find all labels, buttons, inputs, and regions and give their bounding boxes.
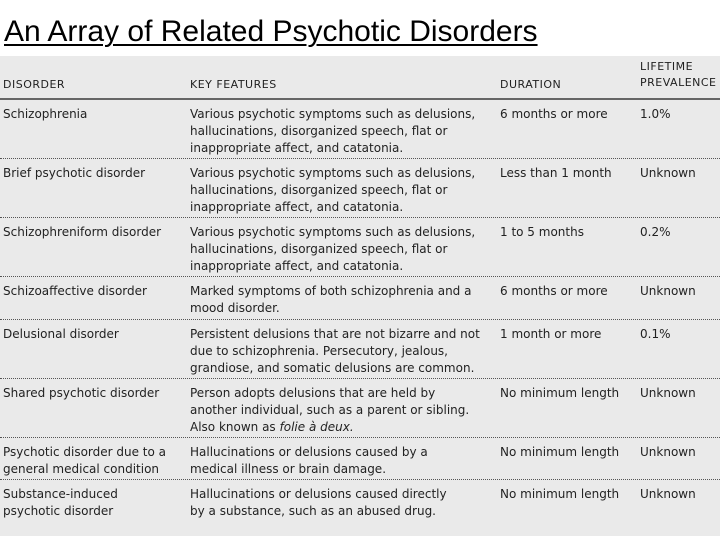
cell-prevalence: Unknown xyxy=(640,166,696,180)
cell-disorder xyxy=(3,486,183,520)
cell-duration: 6 months or more xyxy=(500,284,608,298)
cell-key-features-line: inappropriate affect, and catatonia. xyxy=(190,141,404,155)
cell-key-features-line: Person adopts delusions that are held by xyxy=(190,386,436,400)
cell-duration: 1 month or more xyxy=(500,327,602,341)
cell-duration: No minimum length xyxy=(500,487,620,501)
cell-key-features-line: Hallucinations or delusions caused directly xyxy=(190,487,447,501)
cell-disorder xyxy=(3,165,183,182)
cell-key-features-line: hallucinations, disorganized speech, flat or xyxy=(190,183,448,197)
cell-key-features-line: Various psychotic symptoms such as delusions, xyxy=(190,107,476,121)
cell-key-features-line: Hallucinations or delusions caused by a xyxy=(190,445,428,459)
cell-key-features-line: Also known as folie à deux. xyxy=(190,420,354,434)
cell-prevalence: 0.1% xyxy=(640,327,671,341)
table-row xyxy=(0,100,720,159)
cell-prevalence: Unknown xyxy=(640,284,696,298)
cell-key-features-line: medical illness or brain damage. xyxy=(190,462,387,476)
table-row xyxy=(0,277,720,320)
cell-key-features-line: mood disorder. xyxy=(190,301,280,315)
header-key-features: KEY FEATURES xyxy=(190,78,277,91)
cell-key-features xyxy=(190,385,480,436)
slide-title: An Array of Related Psychotic Disorders xyxy=(4,15,538,48)
cell-key-features-line: inappropriate affect, and catatonia. xyxy=(190,259,404,273)
table-row xyxy=(0,438,720,480)
cell-disorder-line: psychotic disorder xyxy=(3,504,114,518)
cell-disorder xyxy=(3,326,183,343)
header-prevalence-line-2: PREVALENCE xyxy=(640,76,717,89)
cell-disorder-line: general medical condition xyxy=(3,462,160,476)
cell-key-features-line: Persistent delusions that are not bizarre and not xyxy=(190,327,480,341)
cell-key-features-line: hallucinations, disorganized speech, flat or xyxy=(190,124,448,138)
cell-duration: Less than 1 month xyxy=(500,166,612,180)
cell-key-features xyxy=(190,165,480,216)
cell-disorder xyxy=(3,444,183,478)
cell-key-features-line: Marked symptoms of both schizophrenia and a xyxy=(190,284,472,298)
cell-disorder-line: Shared psychotic disorder xyxy=(3,386,160,400)
cell-key-features-line: due to schizophrenia. Persecutory, jealous, xyxy=(190,344,448,358)
table-row xyxy=(0,159,720,218)
cell-disorder xyxy=(3,283,183,300)
table-row xyxy=(0,218,720,277)
cell-duration: 6 months or more xyxy=(500,107,608,121)
cell-key-features-line: Various psychotic symptoms such as delusions, xyxy=(190,166,476,180)
foreign-term: folie à deux. xyxy=(279,420,354,434)
table-header xyxy=(0,56,720,100)
cell-key-features-line: by a substance, such as an abused drug. xyxy=(190,504,436,518)
table-row xyxy=(0,320,720,379)
cell-key-features-line: grandiose, and somatic delusions are common. xyxy=(190,361,475,375)
cell-key-features-line: inappropriate affect, and catatonia. xyxy=(190,200,404,214)
header-prevalence xyxy=(640,59,717,91)
cell-disorder-line: Schizophreniform disorder xyxy=(3,225,162,239)
cell-prevalence: Unknown xyxy=(640,386,696,400)
table-row xyxy=(0,379,720,438)
cell-disorder xyxy=(3,106,183,123)
cell-prevalence: Unknown xyxy=(640,487,696,501)
header-prevalence-line-1: LIFETIME xyxy=(640,60,694,73)
cell-key-features xyxy=(190,486,480,520)
cell-disorder-line: Delusional disorder xyxy=(3,327,119,341)
table-row xyxy=(0,480,720,536)
cell-disorder xyxy=(3,224,183,241)
cell-key-features-line: Various psychotic symptoms such as delusions, xyxy=(190,225,476,239)
cell-disorder-line: Schizoaffective disorder xyxy=(3,284,147,298)
cell-prevalence: 1.0% xyxy=(640,107,671,121)
cell-key-features-line: another individual, such as a parent or sibling. xyxy=(190,403,470,417)
cell-disorder-line: Substance-induced xyxy=(3,487,118,501)
header-disorder: DISORDER xyxy=(3,78,66,91)
cell-duration: No minimum length xyxy=(500,386,620,400)
cell-key-features xyxy=(190,444,480,478)
cell-disorder xyxy=(3,385,183,402)
cell-key-features xyxy=(190,326,480,377)
cell-prevalence: 0.2% xyxy=(640,225,671,239)
cell-disorder-line: Psychotic disorder due to a xyxy=(3,445,167,459)
header-duration: DURATION xyxy=(500,78,562,91)
cell-prevalence: Unknown xyxy=(640,445,696,459)
cell-key-features-line: hallucinations, disorganized speech, flat or xyxy=(190,242,448,256)
disorders-table xyxy=(0,56,720,536)
cell-disorder-line: Brief psychotic disorder xyxy=(3,166,146,180)
cell-duration: 1 to 5 months xyxy=(500,225,584,239)
cell-key-features xyxy=(190,283,480,317)
cell-key-features xyxy=(190,106,480,157)
cell-duration: No minimum length xyxy=(500,445,620,459)
cell-key-features xyxy=(190,224,480,275)
cell-disorder-line: Schizophrenia xyxy=(3,107,88,121)
